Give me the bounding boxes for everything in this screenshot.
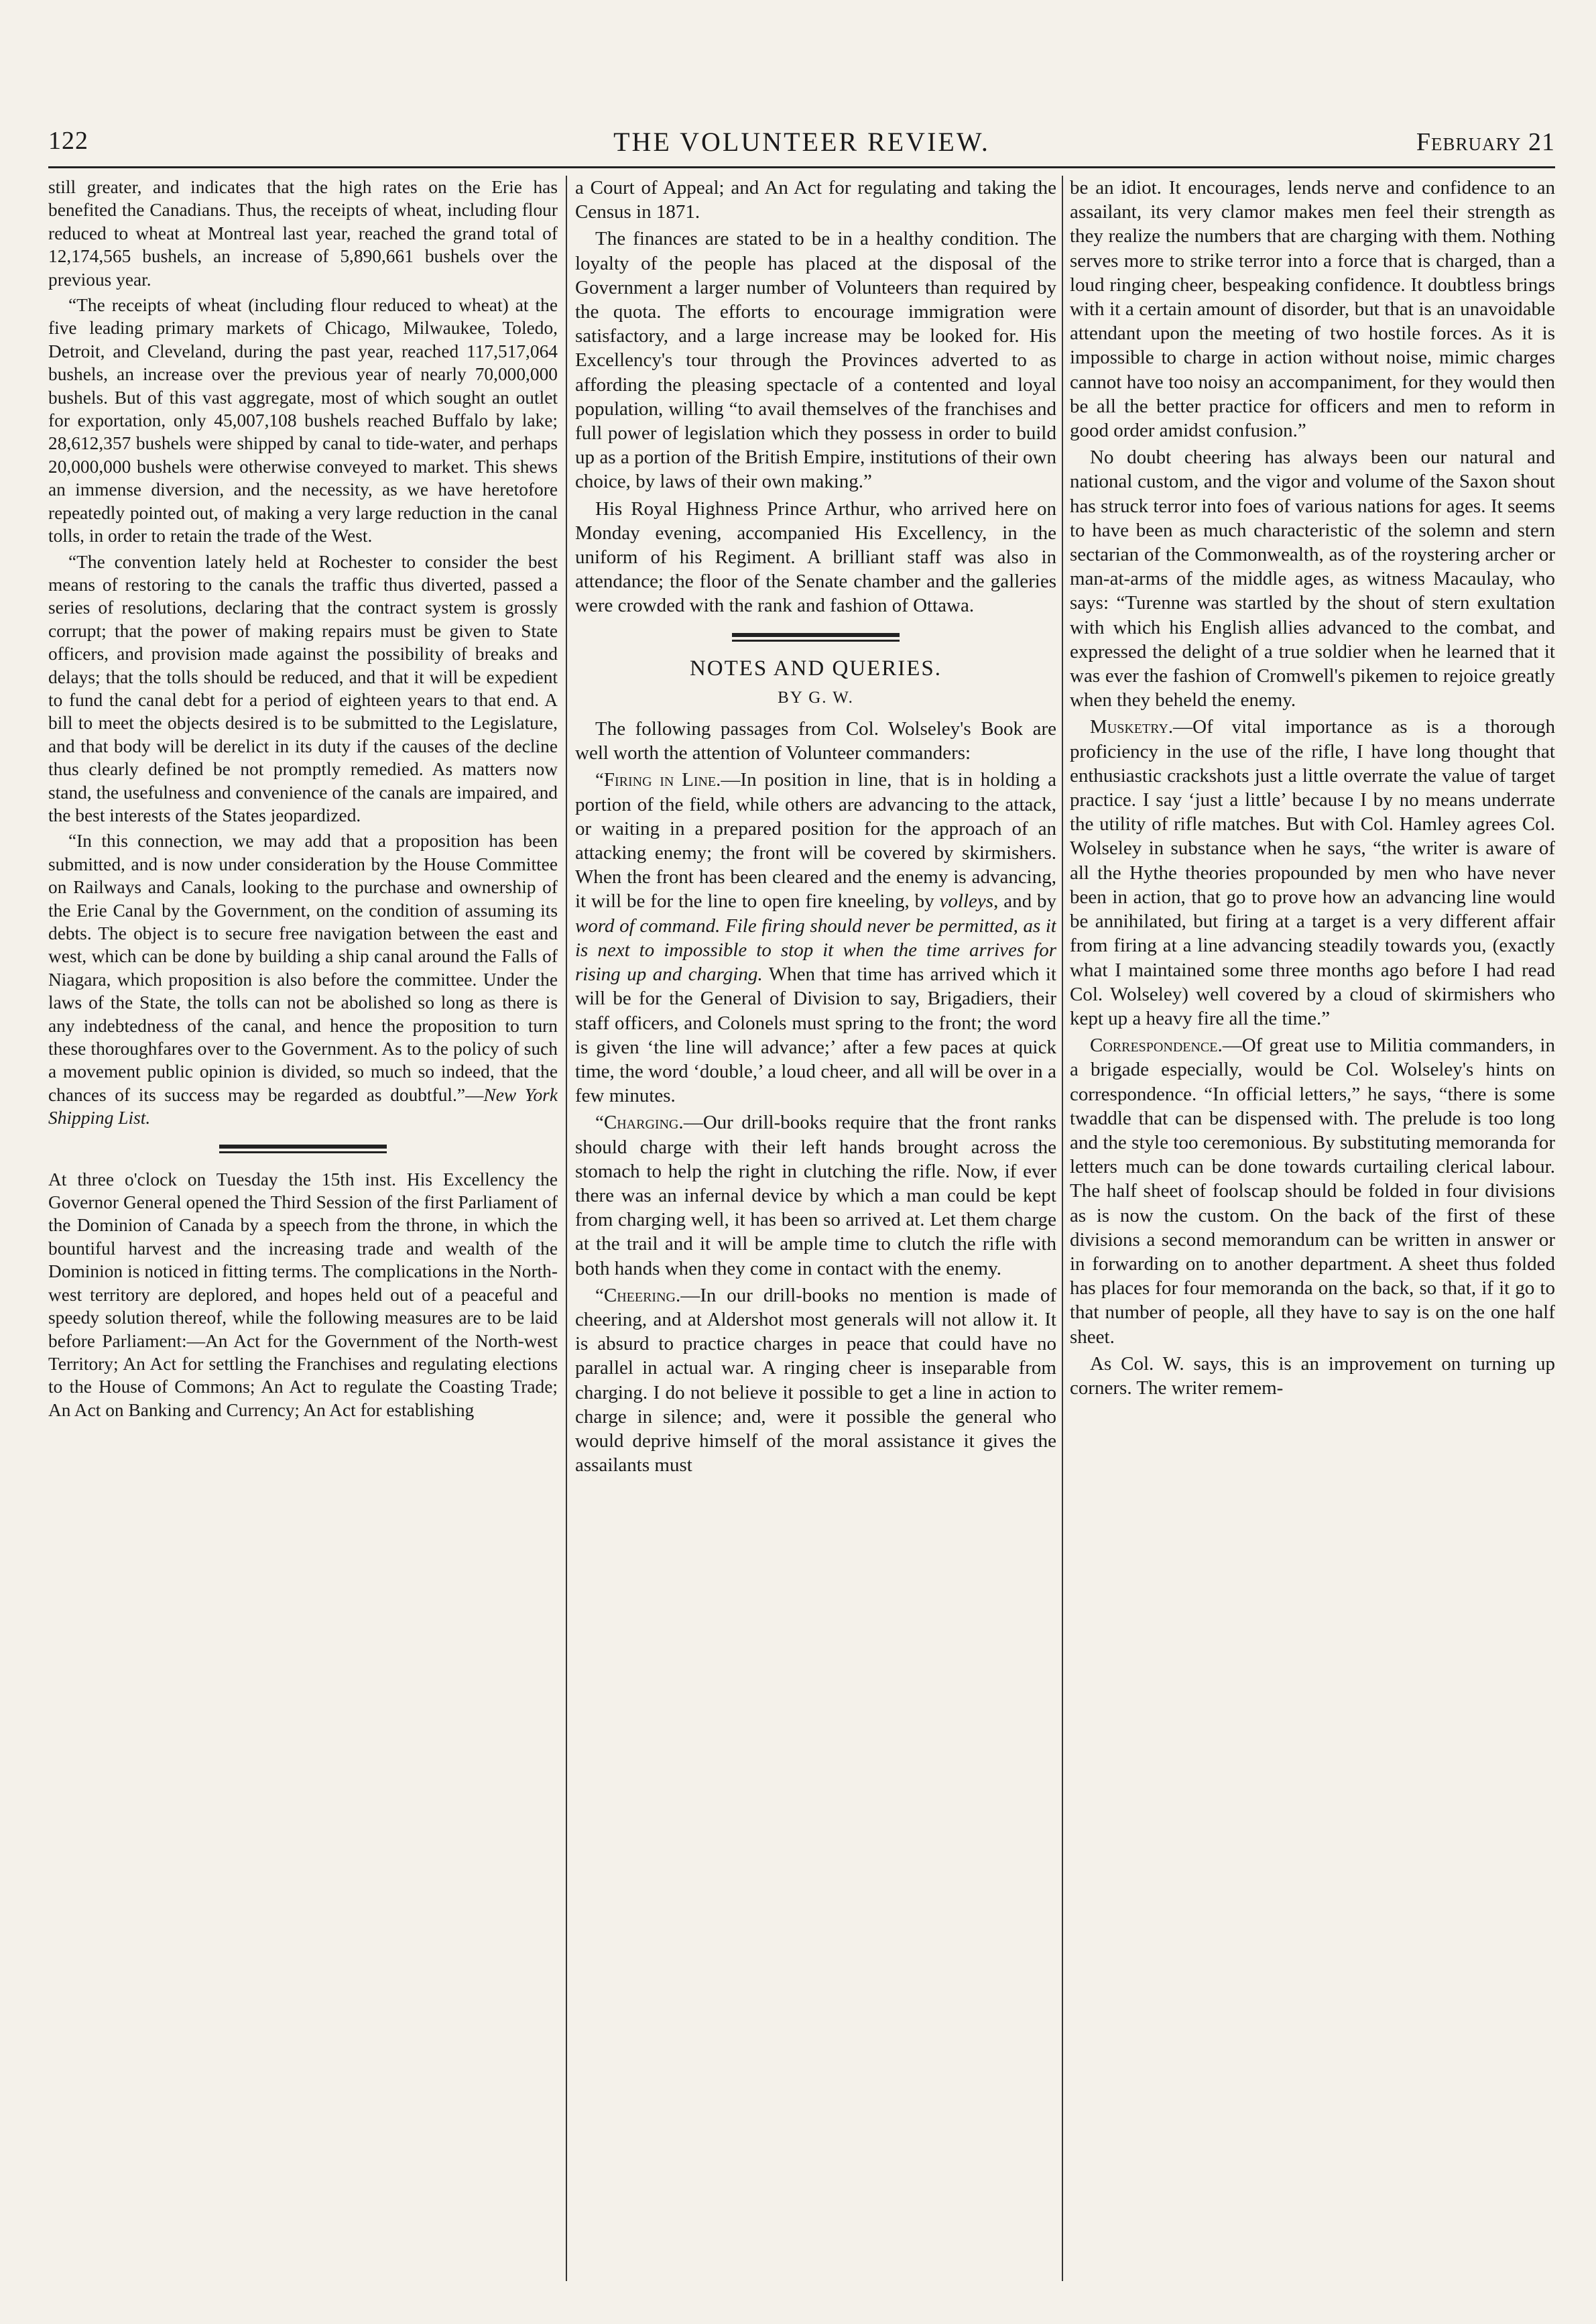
paragraph: The following passages from Col. Wolseley's Book are well worth the attention of Volunteer commanders: [575,718,1056,764]
paragraph [48,829,558,1129]
running-head [48,121,1555,161]
header-rule [48,166,1555,168]
run-in-heading: “Firing in Line. [595,769,721,791]
paragraph-text: —Of great use to Militia commanders, in a brigade especially, would be Col. Wolseley's hints on correspondence. “In official letters,” he says, “there is some twaddle that can be dispensed with. The prelude is too long and the style too ceremonious. By substituting memoranda for letters much can be done towards curtailing clerical labour. The half sheet of foolscap should be folded in four divisions as is now the custom. On the back of the first of these divisions a second memorandum can be written in answer or in forwarding on to another department. A sheet thus folded has places for four memoranda on the back, so that, if it go to that number of people, all they have to say is on the one half sheet. [1070,1035,1555,1348]
paragraph-text: —Of vital importance as is a thorough proficiency in the use of the rifle, I have long thought that enthusiastic crackshots just a little overrate the value of target practice. I say ‘just a little’ because I by no means underrate the utility of rifle matches. But with Col. Hamley agrees Col. Wolseley in substance when he says, “the writer is aware of all the Hythe theories propounded by men who have never been in action, that go to prove how an advancing line would be annihilated, but firing at a target is a very different affair from firing at a line advancing steadily towards you, (exactly what I maintained some three months ago before I had read Col. Wolseley) well covered by a cloud of skirmishers who kept up a heavy fire all the time.” [1070,716,1555,1029]
run-in-heading: Musketry. [1090,716,1174,738]
paragraph: His Royal Highness Prince Arthur, who arrived here on Monday evening, accompanied His Excellency, in the uniform of his Regiment. A brilliant staff was also in attendance; the floor of the Senate chamber and the galleries were crowded with the rank and fashion of Ottawa. [575,498,1056,617]
section-heading: NOTES AND QUERIES. [689,656,942,681]
issue-date: February 21 [1416,128,1555,156]
paragraph: “The convention lately held at Rochester to consider the best means of restoring to the canals the traffic thus diverted, passed a series of resolutions, declaring that the contract system is grossly corrupt; that the power of making repairs must be given to State officers, and provision made against the possibility of breaks and delays; that the tolls should be reduced, and that it will be expedient to fund the canal debt for a period of eighteen years to that end. A bill to meet the objects desired is to be submitted to the Legislature, and that body will be derelict in its duty if the causes of the decline thus clearly defined be not promptly remedied. As matters now stand, the usefulness and convenience of the canals are impaired, and the best interests of the States jeopardized. [48,551,558,825]
paragraph: No doubt cheering has always been our natural and national custom, and the vigor and volume of the Saxon shout has struck terror into foes of various nations for ages. It seems to have been as much characteristic of the solemn and stern sectarian of the Commonwealth, as of the roystering archer or man-at-arms of the middle ages, as witness Macaulay, who says: “Turenne was startled by the shout of stern exultation with which his English allies advanced to the combat, and expressed the delight of a true soldier when he learned that it was ever the fashion of Cromwell's pikemen to rejoice greatly when they beheld the enemy. [1070,447,1555,711]
column-3 [1070,176,1555,2281]
page-number: 122 [48,127,88,155]
byline: BY G. W. [778,688,854,707]
column-divider [566,176,567,2281]
paragraph: be an idiot. It encourages, lends nerve and confidence to an assailant, its very clamor makes men feel their strength as they realize the numbers that are charging with them. Nothing serves more to strike terror into a force that is charged, than a loud ringing cheer, bespeaking confidence. It doubtless brings with it a certain amount of disorder, but that is an unavoidable attendant upon the meeting of two hostile forces. As it is impossible to charge in action without noise, mimic charges cannot have too noisy an accompaniment, for they would then be all the better practice for officers and men to reform in good order amidst confusion.” [1070,177,1555,442]
italic-text: volleys [939,890,994,913]
run-in-heading: “Cheering. [595,1284,681,1306]
paragraph [1070,715,1555,1031]
paragraph-text: When that time has arrived which it will be for the General of Division to say, Brigadiers, their staff officers, and Colonels must spring to the front; the word is given ‘the line will advance;’ after a few paces at quick time, the word ‘double,’ a loud cheer, and all will be over in a few minutes. [575,964,1056,1107]
run-in-heading: “Charging. [595,1112,684,1134]
paragraph: As Col. W. says, this is an improvement on turning up corners. The writer remem- [1070,1352,1555,1399]
run-in-heading: Correspondence. [1090,1035,1223,1057]
source-citation: New York Shipping List. [48,1084,558,1128]
paragraph-text: , and by [993,890,1056,913]
paragraph-text: —Our drill-books require that the front ranks should charge with their left hands brought across the stomach to help the right in clutching the rifle. Now, if ever there was an infernal device by which a man could be kept from charging well, it has been so arrived at. Let them charge at the trail and it will be ample time to clutch the rifle with both hands when they come in contact with the enemy. [575,1112,1056,1279]
paragraph-text: “In this connection, we may add that a proposition has been submitted, and is now under consideration by the House Committee on Railways and Canals, looking to the purchase and ownership of the Erie Canal by the Government, on the condition of assuming its debts. The object is to secure free navigation between the east and west, which can be done by building a ship canal around the Falls of Niagara, which proposition is also before the committee. Under the laws of the State, the tolls can not be abolished so long as there is any indebtedness of the canal, and hence the proposition to turn these thoroughfares over to the Government. As to the policy of such a movement public opinion is divided, so much so indeed, that the chances of its success may be regarded as doubtful.”— [48,831,558,1105]
paragraph-text: —In position in line, that is in holding a portion of the field, while others are advancing to the attack, or waiting in a prepared position for the approach of an attacking enemy; the front will be covered by skirmishers. When the front has been cleared and the enemy is advancing, it will be for the line to open fire kneeling, by [575,769,1056,913]
paragraph: still greater, and indicates that the high rates on the Erie has benefited the Canadians. Thus, the receipts of wheat, including flour reduced to wheat at Montreal last year, reached the grand total of 12,174,565 bushels, an increase of 5,890,661 bushels over the previous year. [48,177,558,290]
paragraph [575,1283,1056,1478]
paragraph: At three o'clock on Tuesday the 15th inst. His Excellency the Governor General opened the Third Session of the first Parliament of the Dominion of Canada by a speech from the throne, in which the bountiful harvest and the increasing trade and wealth of the Dominion is noticed in fitting terms. The complications in the North-west territory are deplored, and hopes held out of a peaceful and speedy solution thereof, while the following measures are to be laid before Parliament:—An Act for the Government of the North-west Territory; An Act for settling the Franchises and regulating elections to the House of Commons; An Act to regulate the Coasting Trade; An Act on Banking and Currency; An Act for establishing [48,1169,558,1420]
section-separator [732,633,900,642]
column-divider [1062,176,1063,2281]
masthead-title: THE VOLUNTEER REVIEW. [613,127,990,157]
paragraph [1070,1033,1555,1349]
paragraph: “The receipts of wheat (including flour reduced to wheat) at the five leading primary markets of Chicago, Milwaukee, Toledo, Detroit, and Cleveland, during the past year, reached 117,517,064 bushels, an increase over the previous year of nearly 70,000,000 bushels. But of this vast aggregate, most of which sought an outlet for exportation, only 45,007,108 bushels reached Buffalo by lake; 28,612,357 bushels were shipped by canal to tide-water, and perhaps 20,000,000 bushels were otherwise conveyed to market. This shews an immense diversion, and the necessity, as we have heretofore repeatedly pointed out, of making a very large reduction in the canal tolls, in order to retain the trade of the West. [48,295,558,546]
italic-text: word of command. File firing should never be permitted, as it is next to impossible to stop it when the time arrives for rising up and charging. [575,915,1056,986]
paragraph: a Court of Appeal; and An Act for regulating and taking the Census in 1871. [575,177,1056,223]
paragraph-text: —In our drill-books no mention is made of cheering, and at Aldershot most generals will not allow it. It is absurd to practice charges in peace that could have no parallel in actual war. A ringing cheer is inseparable from charging. I do not believe it possible to get a line in action to charge in silence; and, were it possible the general who would deprive himself of the moral assistance it gives the assailants must [575,1284,1056,1476]
column-1 [48,176,558,2281]
paragraph [575,1110,1056,1280]
paragraph: The finances are stated to be in a healthy condition. The loyalty of the people has placed at the disposal of the Government a larger number of Volunteers than required by the quota. The efforts to encourage immigration were satisfactory, and a large increase may be looked for. His Excellency's tour through the Provinces adverted to as affording the pleasing spectacle of a contented and loyal population, willing “to avail themselves of the franchises and full power of legislation which they possess in order to build up as a portion of the British Empire, institutions of their own choice, by laws of their own making.” [575,228,1056,493]
paragraph [575,768,1056,1108]
section-separator [219,1145,387,1153]
column-2 [575,176,1056,2281]
